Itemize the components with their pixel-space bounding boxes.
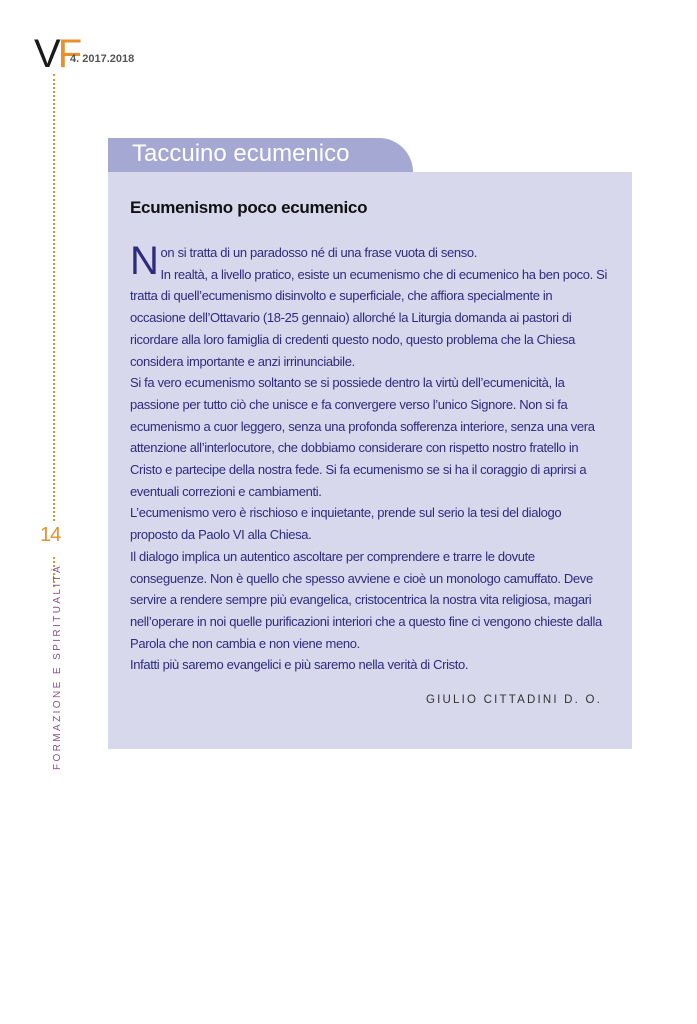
paragraph: Si fa vero ecumenismo soltanto se si possiede dentro la virtù dell’ecumenicità, la passione per tutto ciò che unisce e fa convergere verso l’unico Signore. Non si fa ecumenismo a cuor leggero, senza una profonda sofferenza interiore, senza una vera attenzione all’interlocutore, che dobbiamo considerare con rispetto nostro fratello in Cristo e partecipe della nostra fede. Si fa ecumenismo se si ha il coraggio di aprirsi a eventuali correzioni e cambiamenti. — [130, 375, 595, 499]
paragraph-text: on si tratta di un paradosso né di una frase vuota di senso. — [160, 245, 478, 260]
article-author: GIULIO CITTADINI D. O. — [426, 694, 602, 706]
article-body — [130, 239, 608, 676]
logo-letter-f: F — [57, 32, 80, 76]
article-title: Ecumenismo poco ecumenico — [130, 198, 368, 217]
page-number: 14 — [40, 524, 61, 546]
paragraph: L’ecumenismo vero è rischioso e inquietante, prende sul serio la tesi del dialogo proposto da Paolo VI alla Chiesa. — [130, 505, 562, 543]
column-name: Taccuino ecumenico — [132, 140, 350, 167]
paragraph: In realtà, a livello pratico, esiste un ecumenismo che di ecumenico ha ben poco. Si tratta di quell’ecumenismo disinvolto e superficiale, che affiora specialmente in occasione dell’Ottavario (18-25 gennaio) allorché la Liturgia domanda ai pastori di ricordare alla loro famiglia di credenti questo nodo, questo problema che la Chiesa considera importante e anzi irrinunciabile. — [130, 266, 607, 369]
logo-letter-v: V — [34, 32, 58, 76]
issue-number: 4. 2017.2018 — [70, 53, 135, 65]
dotted-rule-top — [53, 74, 55, 521]
column-tab — [108, 138, 413, 172]
section-label: FORMAZIONE E SPIRITUALITÀ — [52, 563, 63, 770]
article-box — [108, 172, 632, 749]
paragraph: Infatti più saremo evangelici e più saremo nella verità di Cristo. — [130, 657, 469, 673]
drop-cap: N — [130, 239, 159, 283]
paragraph — [130, 239, 608, 283]
paragraph: Il dialogo implica un autentico ascoltare per comprendere e trarre le dovute conseguenze. Non è quello che spesso avviene e cioè un monologo camuffato. Deve servire a rendere sempre più evangelica, cristocentrica la nostra vita religiosa, magari nell’operare in noi quelle purificazioni interiori che a questo fine ci vengono chieste dalla Parola che non cambia e non viene meno. — [130, 548, 602, 651]
